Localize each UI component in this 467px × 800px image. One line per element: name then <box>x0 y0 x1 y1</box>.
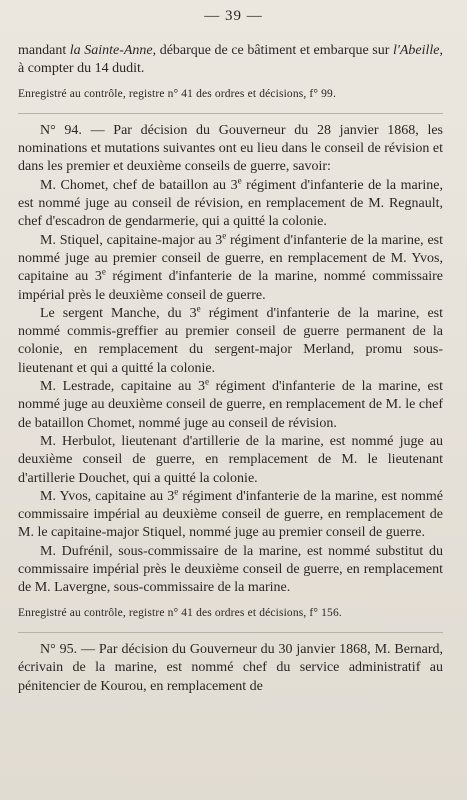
decision-94-paragraphs <box>18 177 443 598</box>
decision-94-paragraph: M. Lestrade, capitaine au 3e régiment d'infanterie de la marine, est nommé juge au deuxième conseil de guerre, en remplacement de M. le chef de bataillon Chomet, nommé juge au conseil de révision. <box>18 376 443 431</box>
carryover-text-after: , à compter du 14 dudit. <box>18 43 443 77</box>
section-divider-1 <box>18 113 443 114</box>
decision-94-paragraph: M. Chomet, chef de bataillon au 3e régiment d'infanterie de la marine, est nommé juge au conseil de révision, en remplacement de M. Regnault, chef d'escadron de gendarmerie, qui a quitté la colonie. <box>18 175 443 230</box>
document-body <box>18 42 443 696</box>
registration-note-2: Enregistré au contrôle, registre n° 41 des ordres et décisions, f° 156. <box>18 606 342 619</box>
carryover-text-before: mandant <box>18 43 70 58</box>
decision-95-intro: N° 95. — Par décision du Gouverneur du 30 janvier 1868, M. Bernard, écrivain de la marine, est nommé chef du service administratif au pénitencier de Kourou, en remplacement de <box>18 641 443 694</box>
decision-94-paragraph: Le sergent Manche, du 3e régiment d'infanterie de la marine, est nommé commis-greffier au premier conseil de guerre permanent de la colonie, en remplacement du sergent-major Merland, promu sous-lieutenant et qui a quitté la colonie. <box>18 303 443 376</box>
decision-94-paragraph: M. Stiquel, capitaine-major au 3e régiment d'infanterie de la marine, est nommé juge au premier conseil de guerre, en remplacement de M. Yvos, capitaine au 3e régiment d'infanterie de la marine, nommé commissaire impérial près le deuxième conseil de guerre. <box>18 230 443 303</box>
ship-name-sainte-anne: la Sainte-Anne <box>69 43 153 58</box>
ship-name-abeille: l'Abeille <box>392 43 440 58</box>
decision-94-paragraph: M. Dufrénil, sous-commissaire de la marine, est nommé substitut du commissaire impérial près le deuxième conseil de guerre, en remplacement de M. Lavergne, sous-commissaire de la marine. <box>18 543 443 596</box>
registration-note-1: Enregistré au contrôle, registre n° 41 des ordres et décisions, f° 99. <box>18 87 336 100</box>
page-number: — 39 — <box>204 8 263 24</box>
section-divider-2 <box>18 632 443 633</box>
decision-94-paragraph: M. Herbulot, lieutenant d'artillerie de la marine, est nommé juge au deuxième conseil de guerre, en remplacement de M. le lieutenant d'artillerie Douchet, qui a quitté la colonie. <box>18 433 443 486</box>
decision-94-intro: N° 94. — Par décision du Gouverneur du 28 janvier 1868, les nominations et mutations suivantes ont eu lieu dans le conseil de révision et dans les premier et deuxième conseils de guerre, savoir: <box>18 122 443 175</box>
carryover-paragraph <box>18 42 443 79</box>
decision-94-paragraph: M. Yvos, capitaine au 3e régiment d'infanterie de la marine, est nommé commissaire impérial au deuxième conseil de guerre, en remplacement de M. le capitaine-major Stiquel, nommé juge au premier conseil de guerre. <box>18 486 443 541</box>
carryover-text-middle: , débarque de ce bâtiment et embarque sur <box>152 43 393 58</box>
